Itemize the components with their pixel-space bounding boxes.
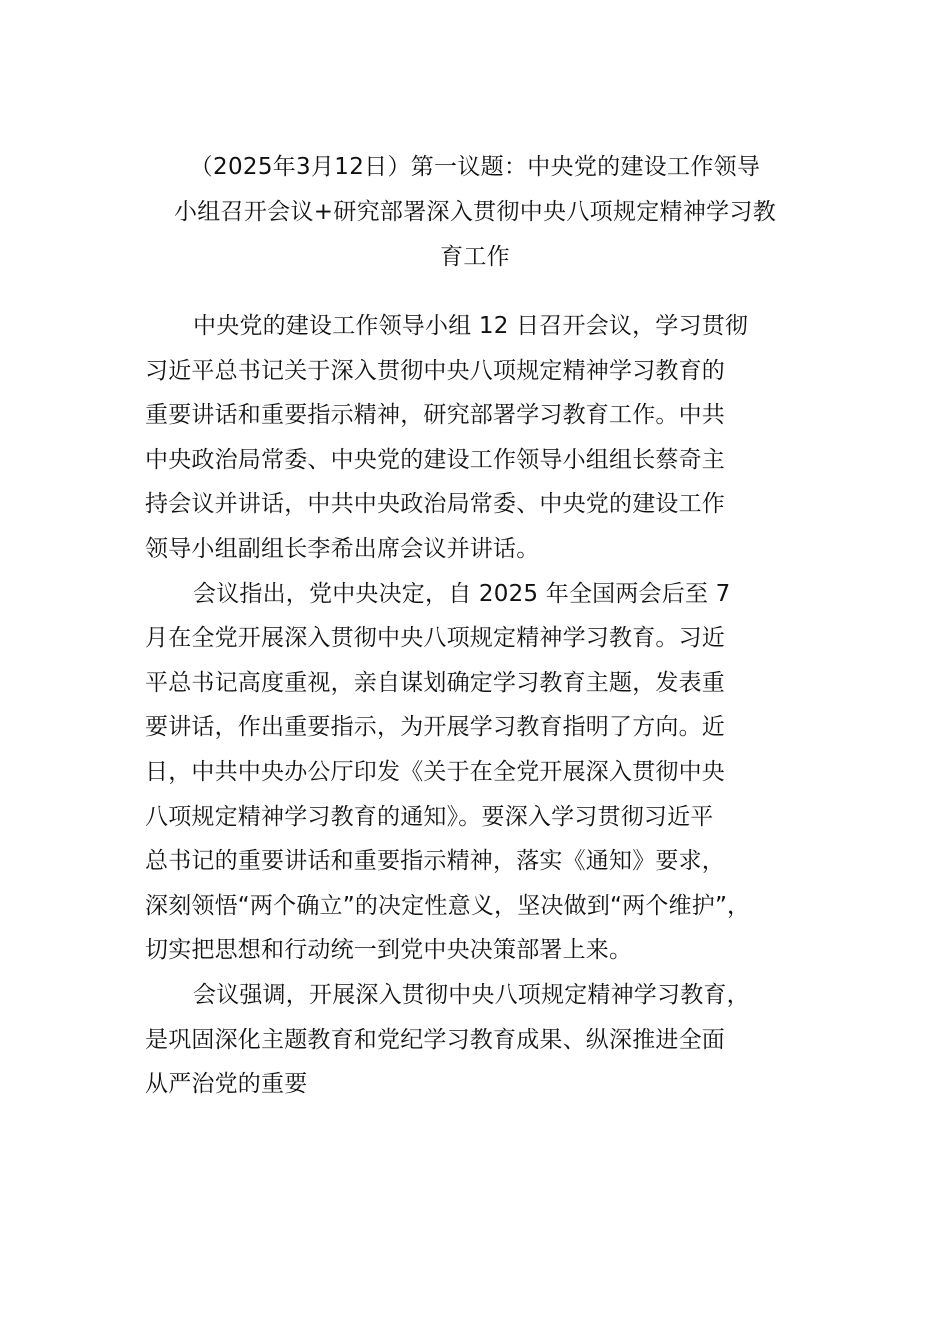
document-body <box>145 304 835 1107</box>
text-line: 习近平总书记关于深入贯彻中央八项规定精神学习教育的 <box>145 357 725 384</box>
text-line: 会议强调，开展深入贯彻中央八项规定精神学习教育， <box>193 981 750 1008</box>
text-line: 日，中共中央办公厅印发《关于在全党开展深入贯彻中央 <box>145 758 725 785</box>
text-line: 平总书记高度重视，亲自谋划确定学习教育主题，发表重 <box>145 669 725 696</box>
text-line: 深刻领悟“两个确立”的决定性意义，坚决做到“两个维护”， <box>145 892 751 919</box>
text-line: 总书记的重要讲话和重要指示精神，落实《通知》要求， <box>145 848 725 875</box>
text-line: 领导小组副组长李希出席会议并讲话。 <box>145 535 540 562</box>
title-line: （2025年3月12日）第一议题：中央党的建设工作领导 <box>189 154 761 180</box>
paragraph-3 <box>145 973 835 1107</box>
text-line: 会议指出，党中央决定，自 2025 年全国两会后至 7 <box>193 580 731 607</box>
text-line: 持会议并讲话，中共中央政治局常委、中央党的建设工作 <box>145 491 725 518</box>
document-title <box>140 145 810 280</box>
text-line: 切实把思想和行动统一到党中央决策部署上来。 <box>145 937 633 964</box>
paragraph-2 <box>145 572 835 973</box>
text-line: 月在全党开展深入贯彻中央八项规定精神学习教育。习近 <box>145 625 725 652</box>
text-line: 中央政治局常委、中央党的建设工作领导小组组长蔡奇主 <box>145 446 725 473</box>
text-line: 重要讲话和重要指示精神，研究部署学习教育工作。中共 <box>145 402 725 429</box>
text-line: 中央党的建设工作领导小组 12 日召开会议，学习贯彻 <box>193 313 749 339</box>
text-line: 要讲话，作出重要指示，为开展学习教育指明了方向。近 <box>145 714 725 741</box>
text-line: 是巩固深化主题教育和党纪学习教育成果、纵深推进全面 <box>145 1026 725 1053</box>
text-line: 八项规定精神学习教育的通知》。要深入学习贯彻习近平 <box>145 803 714 830</box>
title-line: 小组召开会议+研究部署深入贯彻中央八项规定精神学习教 <box>173 199 777 225</box>
title-line: 育工作 <box>440 244 510 270</box>
paragraph-1 <box>145 304 835 572</box>
text-line: 从严治党的重要 <box>145 1071 308 1098</box>
